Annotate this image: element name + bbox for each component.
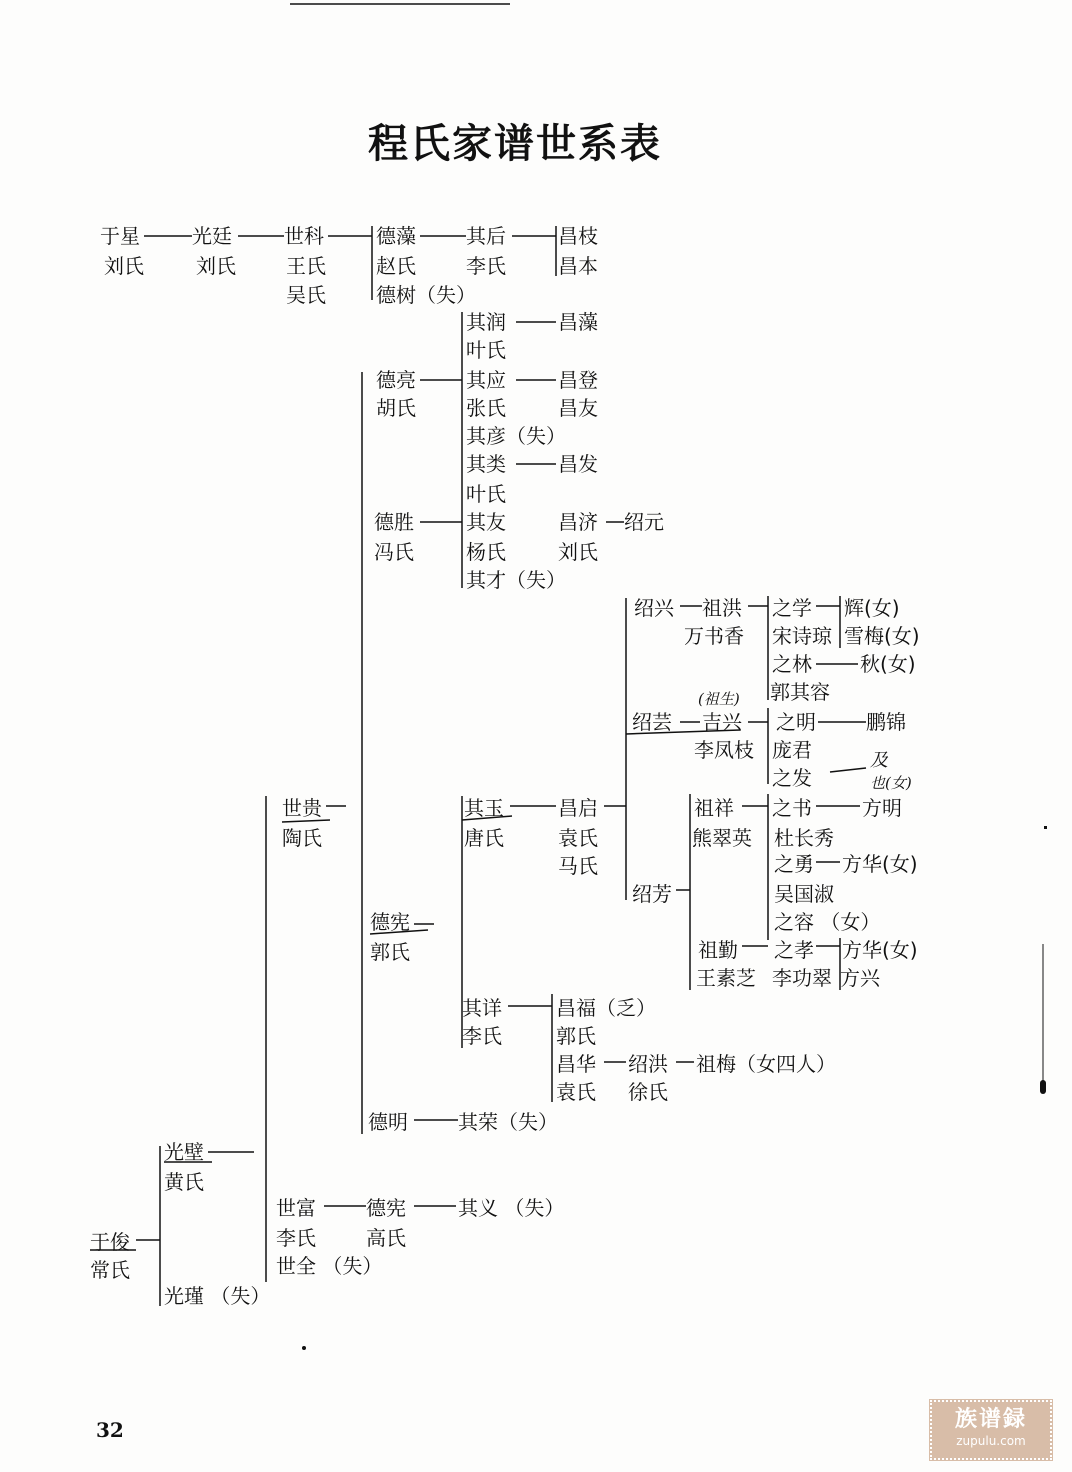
- person-changqi: 昌启: [558, 796, 598, 820]
- scan-edge-mark: [1042, 944, 1044, 1084]
- person-shaoyuan: 绍元: [624, 510, 664, 534]
- person-pengjin: 鹏锦: [866, 710, 906, 734]
- person-shaoxing: 绍兴: [634, 596, 674, 620]
- spouse-qiyu: 唐氏: [464, 826, 504, 850]
- person-zhishu: 之书: [772, 796, 812, 820]
- spouse-yujun: 常氏: [90, 1258, 130, 1282]
- person-zumei: 祖梅（女四人）: [696, 1052, 836, 1076]
- spouse-shike-1: 王氏: [286, 254, 326, 278]
- spouse-changfu: 郭氏: [556, 1024, 596, 1048]
- spouse-zhiyong: 吴国淑: [774, 882, 834, 906]
- spouse-zuhong: 万书香: [684, 624, 744, 648]
- person-changdeng: 昌登: [558, 368, 598, 392]
- spouse-dexian-2: 高氏: [366, 1226, 406, 1250]
- handwritten-note-ye: 也(女): [870, 774, 912, 792]
- scan-speck: [1044, 826, 1047, 829]
- person-hui: 辉(女): [844, 596, 900, 620]
- spouse-shifu: 李氏: [276, 1226, 316, 1250]
- person-changji: 昌济: [558, 510, 598, 534]
- spouse-shaohong: 徐氏: [628, 1080, 668, 1104]
- spouse-shigui: 陶氏: [282, 826, 322, 850]
- person-dexian-2: 德宪: [366, 1196, 406, 1220]
- spouse-changqi-1: 袁氏: [558, 826, 598, 850]
- person-shaofang: 绍芳: [632, 882, 672, 906]
- person-zuhong: 祖洪: [702, 596, 742, 620]
- page-number: 32: [96, 1418, 124, 1442]
- person-xuemei: 雪梅(女): [844, 624, 920, 648]
- person-qicai: 其才（失）: [466, 568, 566, 592]
- person-qilei: 其类: [466, 452, 506, 476]
- spouse-zuqin: 王素芝: [696, 966, 756, 990]
- watermark-logo: [930, 1400, 1052, 1460]
- spouse-zhiming: 庞君: [772, 738, 812, 762]
- spouse-guangting: 刘氏: [196, 254, 236, 278]
- person-zhilin: 之林: [772, 652, 812, 676]
- spouse-dezao: 赵氏: [376, 254, 416, 278]
- person-fangxing: 方兴: [840, 966, 880, 990]
- person-qixiang: 其详: [462, 996, 502, 1020]
- spouse-jixing: 李凤枝: [694, 738, 754, 762]
- person-qiyou: 其友: [466, 510, 506, 534]
- person-shaohong: 绍洪: [628, 1052, 668, 1076]
- spouse-changqi-2: 马氏: [558, 854, 598, 878]
- person-desheng: 德胜: [374, 510, 414, 534]
- person-deliang: 德亮: [376, 368, 416, 392]
- spouse-dexian: 郭氏: [370, 940, 410, 964]
- spouse-qirun: 叶氏: [466, 338, 506, 362]
- spouse-deliang: 胡氏: [376, 396, 416, 420]
- person-qihou: 其后: [466, 224, 506, 248]
- person-yujun: 于俊: [90, 1230, 130, 1254]
- spouse-changhua: 袁氏: [556, 1080, 596, 1104]
- person-fanghua-2: 方华(女): [842, 938, 918, 962]
- person-zhixiao: 之孝: [774, 938, 814, 962]
- person-deming: 德明: [368, 1110, 408, 1134]
- spouse-zuxiang: 熊翠英: [692, 826, 752, 850]
- person-guangting: 光廷: [192, 224, 232, 248]
- person-shifu: 世富: [276, 1196, 316, 1220]
- person-fanghua-1: 方华(女): [842, 852, 918, 876]
- spouse-shike-2: 吴氏: [286, 283, 326, 307]
- person-shaoyun: 绍芸: [632, 710, 672, 734]
- spouse-desheng: 冯氏: [374, 540, 414, 564]
- scan-speck: [302, 1346, 306, 1350]
- person-shike: 世科: [284, 224, 324, 248]
- person-changyou: 昌友: [558, 396, 598, 420]
- person-yuxing: 于星: [100, 224, 140, 248]
- person-zhirong: 之容 （女）: [774, 910, 881, 934]
- person-deshu: 德树（失）: [376, 283, 476, 307]
- person-qiyan: 其彦（失）: [466, 424, 566, 448]
- person-shiquan: 世全 （失）: [276, 1254, 383, 1278]
- handwritten-note-ji: 及: [870, 750, 888, 771]
- watermark-main: 族谱録: [954, 1407, 1027, 1432]
- spouse-yuxing: 刘氏: [104, 254, 144, 278]
- spouse-qiying: 张氏: [466, 396, 506, 420]
- spouse-qilei: 叶氏: [466, 482, 506, 506]
- person-changfu: 昌福（乏）: [556, 996, 656, 1020]
- person-qiu: 秋(女): [860, 652, 916, 676]
- person-fangming: 方明: [862, 796, 902, 820]
- spouse-zhishu: 杜长秀: [774, 826, 834, 850]
- person-jixing: 吉兴: [702, 710, 742, 734]
- spouse-zhilin: 郭其容: [770, 680, 830, 704]
- person-qirong: 其荣（失）: [458, 1110, 558, 1134]
- person-zhiming: 之明: [776, 710, 816, 734]
- person-zuqin: 祖勤: [698, 938, 738, 962]
- page-title: 程氏家谱世系表: [368, 120, 662, 167]
- spouse-zhixiao: 李功翠: [772, 966, 832, 990]
- person-guangbi: 光壁: [164, 1140, 204, 1164]
- spouse-qihou: 李氏: [466, 254, 506, 278]
- person-zhixue: 之学: [772, 596, 812, 620]
- spouse-zhixue: 宋诗琼: [772, 624, 832, 648]
- person-changben: 昌本: [558, 254, 598, 278]
- person-changhua: 昌华: [556, 1052, 596, 1076]
- person-qiyi: 其义 （失）: [458, 1196, 565, 1220]
- person-qiyu: 其玉: [464, 796, 504, 820]
- spouse-guangbi: 黄氏: [164, 1170, 204, 1194]
- person-qiying: 其应: [466, 368, 506, 392]
- watermark-sub: zupulu.com: [956, 1434, 1026, 1448]
- person-zhifa: 之发: [772, 766, 812, 790]
- person-changzao: 昌藻: [558, 310, 598, 334]
- person-qirun: 其润: [466, 310, 506, 334]
- person-zhiyong: 之勇: [774, 852, 814, 876]
- person-zuxiang: 祖祥: [694, 796, 734, 820]
- person-dexian: 德宪: [370, 910, 410, 934]
- handwritten-note-zusheng: (祖生): [698, 690, 740, 708]
- person-shigui: 世贵: [282, 796, 322, 820]
- person-changfa: 昌发: [558, 452, 598, 476]
- person-guangjin: 光瑾 （失）: [164, 1284, 271, 1308]
- spouse-changji: 刘氏: [558, 540, 598, 564]
- person-dezao: 德藻: [376, 224, 416, 248]
- person-changzhi: 昌枝: [558, 224, 598, 248]
- spouse-qiyou: 杨氏: [466, 540, 506, 564]
- spouse-qixiang: 李氏: [462, 1024, 502, 1048]
- scan-speck: [1040, 1080, 1046, 1094]
